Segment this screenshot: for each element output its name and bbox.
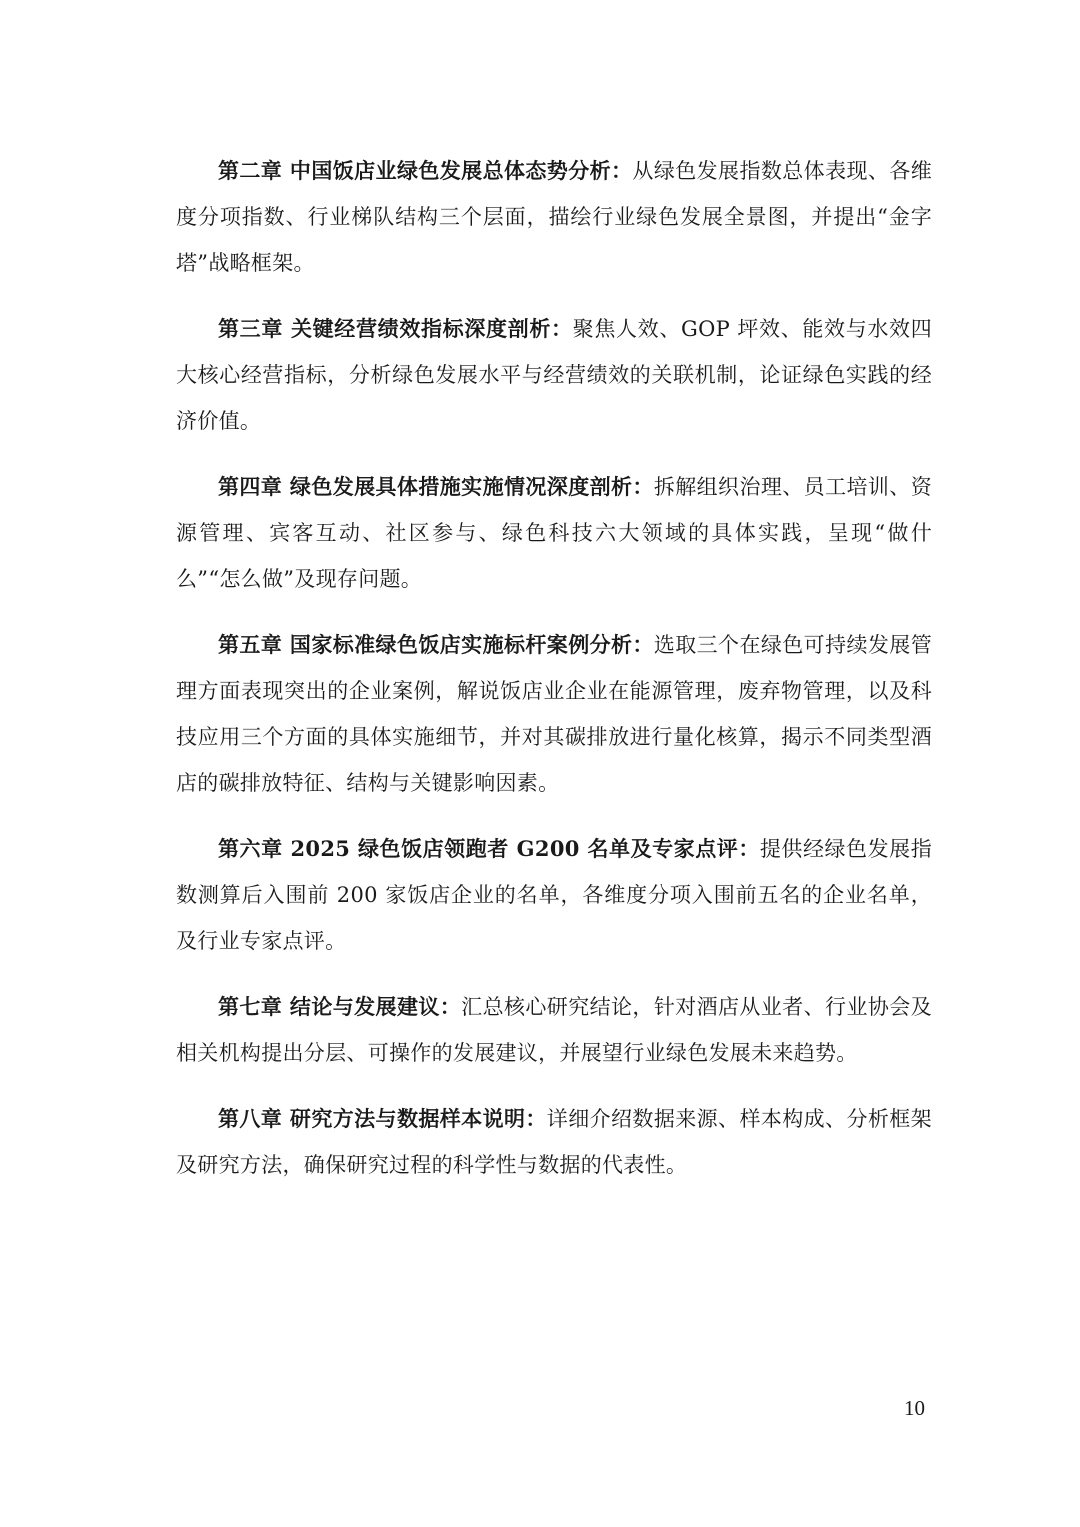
chapter-6-paragraph (176, 826, 932, 964)
chapter-list (176, 148, 932, 1208)
page-number: 10 (904, 1396, 925, 1420)
chapter-6-heading: 第六章 2025 绿色饭店领跑者 G200 名单及专家点评： (218, 836, 760, 861)
chapter-5-body: 选取三个在绿色可持续发展管理方面表现突出的企业案例，解说饭店业企业在能源管理，废弃物管理，以及科技应用三个方面的具体实施细节，并对其碳排放进行量化核算，揭示不同类型酒店的碳排放特征、结构与关键影响因素。 (176, 633, 932, 795)
chapter-8-paragraph (176, 1096, 932, 1188)
chapter-5-paragraph (176, 622, 932, 806)
chapter-8-body: 详细介绍数据来源、样本构成、分析框架及研究方法，确保研究过程的科学性与数据的代表性。 (176, 1107, 932, 1177)
chapter-2-body: 从绿色发展指数总体表现、各维度分项指数、行业梯队结构三个层面，描绘行业绿色发展全景图，并提出“金字塔”战略框架。 (176, 159, 932, 275)
chapter-2-heading: 第二章 中国饭店业绿色发展总体态势分析： (218, 158, 633, 183)
chapter-3-heading: 第三章 关键经营绩效指标深度剖析： (218, 316, 573, 341)
chapter-4-body: 拆解组织治理、员工培训、资源管理、宾客互动、社区参与、绿色科技六大领域的具体实践，呈现“做什么”“怎么做”及现存问题。 (176, 475, 932, 591)
chapter-3-paragraph (176, 306, 932, 444)
chapter-7-paragraph (176, 984, 932, 1076)
chapter-5-heading: 第五章 国家标准绿色饭店实施标杆案例分析： (218, 632, 654, 657)
chapter-8-heading: 第八章 研究方法与数据样本说明： (218, 1106, 547, 1131)
chapter-7-heading: 第七章 结论与发展建议： (218, 994, 462, 1019)
chapter-2-paragraph (176, 148, 932, 286)
chapter-4-heading: 第四章 绿色发展具体措施实施情况深度剖析： (218, 474, 654, 499)
chapter-3-body: 聚焦人效、GOP 坪效、能效与水效四大核心经营指标，分析绿色发展水平与经营绩效的关联机制，论证绿色实践的经济价值。 (176, 317, 932, 433)
chapter-6-body: 提供经绿色发展指数测算后入围前 200 家饭店企业的名单，各维度分项入围前五名的企业名单，及行业专家点评。 (176, 837, 932, 953)
chapter-7-body: 汇总核心研究结论，针对酒店从业者、行业协会及相关机构提出分层、可操作的发展建议，并展望行业绿色发展未来趋势。 (176, 995, 932, 1065)
chapter-4-paragraph (176, 464, 932, 602)
